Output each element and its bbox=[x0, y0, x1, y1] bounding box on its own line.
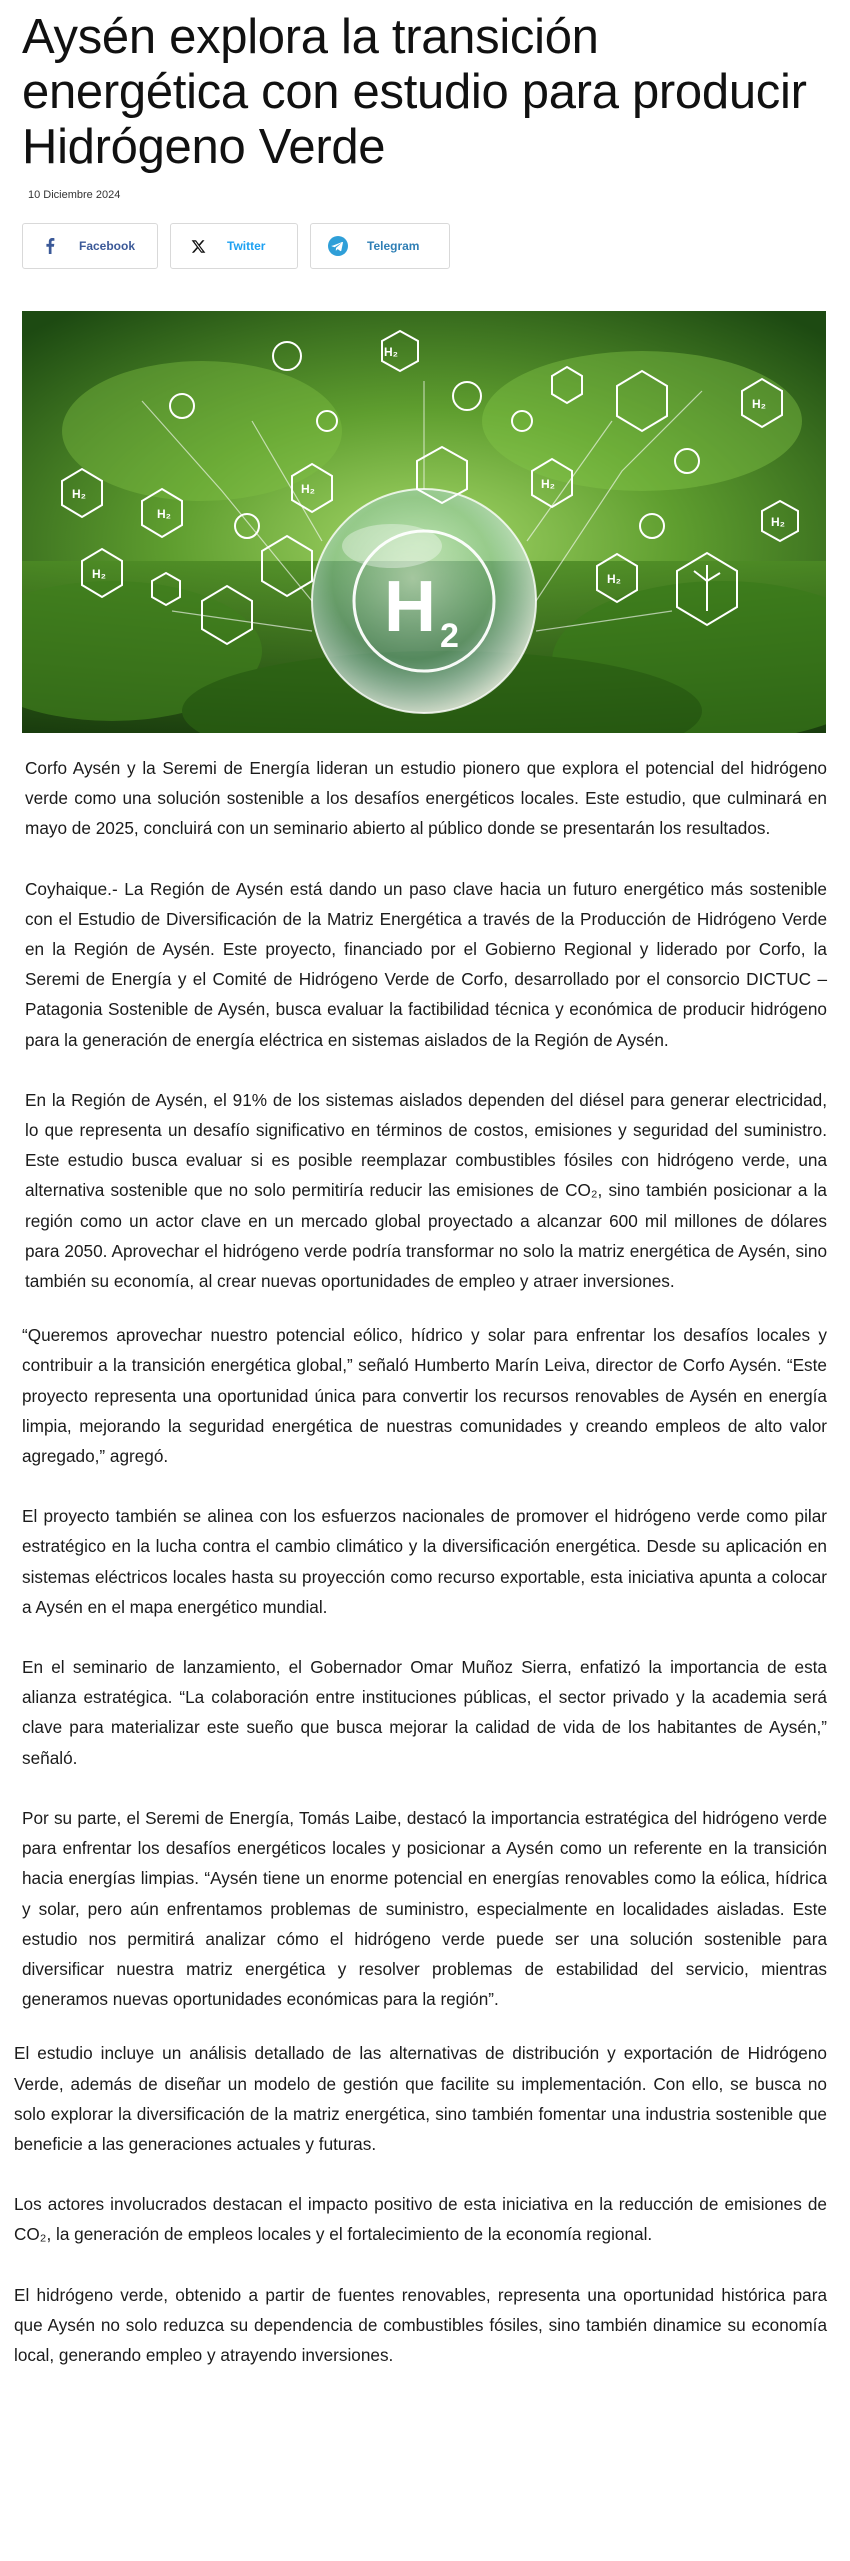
paragraph: En el seminario de lanzamiento, el Gobernador Omar Muñoz Sierra, enfatizó la importancia de esta alianza estratégica. “La colaboración entre instituciones públicas, el sector privado y la academia será clave para materializar este sueño que busca mejorar la calidad de vida de los habitantes de Aysén,” señaló. bbox=[22, 1657, 827, 1768]
paragraph-lead: Corfo Aysén y la Seremi de Energía lideran un estudio pionero que explora el potencial del hidrógeno verde como una solución sostenible a los desafíos energéticos locales. Este estudio, que culminará en mayo de 2025, concluirá con un seminario abierto al público donde se presentarán los resultados. bbox=[25, 758, 827, 839]
paragraph: Por su parte, el Seremi de Energía, Tomás Laibe, destacó la importancia estratégica del hidrógeno verde para enfrentar los desafíos energéticos locales y posicionar a Aysén como un referente en la transición hacia energías limpias. “Aysén tiene un enorme potencial en energías renovables como la eólica, hídrica y solar, pero aún enfrentamos problemas de suministro, especialmente en localidades aisladas. Este estudio nos permitirá analizar cómo el hidrógeno verde puede ser una solución sostenible para diversificar nuestra matriz energética y resolver problemas de estabilidad del servicio, mientras generamos nuevas oportunidades económicas para la región”. bbox=[22, 1807, 827, 2010]
h2-label: H₂ bbox=[752, 397, 766, 411]
h2-label: H₂ bbox=[301, 482, 315, 496]
facebook-share-button[interactable] bbox=[22, 223, 158, 269]
h2-label: H₂ bbox=[157, 507, 171, 521]
facebook-icon bbox=[39, 235, 61, 257]
h2-label: H₂ bbox=[541, 477, 555, 491]
paragraph: Los actores involucrados destacan el impacto positivo de esta iniciativa en la reducción de emisiones de CO₂, la generación de empleos locales y el fortalecimiento de la economía regional. bbox=[14, 2194, 827, 2245]
telegram-share-label: Telegram bbox=[367, 239, 420, 253]
h2-label: H₂ bbox=[607, 572, 621, 586]
hero-image bbox=[22, 311, 826, 733]
article-body bbox=[0, 753, 850, 2370]
paragraph: Coyhaique.- La Región de Aysén está dando un paso clave hacia un futuro energético más sostenible con el Estudio de Diversificación de la Matriz Energética a través de la Producción de Hidrógeno Verde en la Región de Aysén. Este proyecto, financiado por el Gobierno Regional y liderado por Corfo, la Seremi de Energía y el Comité de Hidrógeno Verde de Corfo, desarrollado por el consorcio DICTUC – Patagonia Sostenible de Aysén, busca evaluar la factibilidad técnica y económica de producir hidrógeno para la generación de energía eléctrica en sistemas aislados de la Región de Aysén. bbox=[25, 878, 827, 1050]
facebook-share-label: Facebook bbox=[79, 239, 136, 253]
h2-label: H₂ bbox=[771, 515, 785, 529]
article-date: 10 Diciembre 2024 bbox=[28, 189, 121, 201]
paragraph: El hidrógeno verde, obtenido a partir de fuentes renovables, representa una oportunidad histórica para que Aysén no solo reduzca su dependencia de combustibles fósiles, sino también dinamice su economía local, generando empleo y atrayendo inversiones. bbox=[14, 2284, 827, 2365]
h2-symbol: H bbox=[384, 567, 436, 647]
telegram-icon bbox=[327, 235, 349, 257]
paragraph: El proyecto también se alinea con los esfuerzos nacionales de promover el hidrógeno verde como pilar estratégico en la lucha contra el cambio climático y la diversificación energética. Desde su aplicación en sistemas eléctricos locales hasta su proyección como recurso exportable, esta iniciativa apunta a colocar a Aysén en el mapa energético mundial. bbox=[22, 1506, 827, 1617]
telegram-share-button[interactable] bbox=[310, 223, 450, 269]
paragraph: En la Región de Aysén, el 91% de los sistemas aislados dependen del diésel para generar electricidad, lo que representa un desafío significativo en términos de costos, emisiones y seguridad del suministro. Este estudio busca evaluar si es posible reemplazar combustibles fósiles con hidrógeno verde, una alternativa sostenible que no solo permitiría reducir las emisiones de CO₂, sino también posicionar a la región como un actor clave en un mercado global proyectado a alcanzar 600 mil millones de dólares para 2050. Aprovechar el hidrógeno verde podría transformar no solo la matriz energética de Aysén, sino también su economía, al crear nuevas oportunidades de empleo y atraer inversiones. bbox=[25, 1089, 827, 1292]
h2-label: H₂ bbox=[384, 345, 398, 359]
twitter-share-label: Twitter bbox=[227, 239, 266, 253]
h2-label: H₂ bbox=[72, 487, 86, 501]
share-bar bbox=[22, 223, 850, 269]
x-icon bbox=[187, 235, 209, 257]
article-title: Aysén explora la transición energética con estudio para producir Hidrógeno Verde bbox=[22, 10, 807, 174]
paragraph-quote: “Queremos aprovechar nuestro potencial eólico, hídrico y solar para enfrentar los desafíos locales y contribuir a la transición energética global,” señaló Humberto Marín Leiva, director de Corfo Aysén. “Este proyecto representa una oportunidad única para convertir los recursos renovables de Aysén en energía limpia, mejorando la seguridad energética de nuestras comunidades y creando empleos de alto valor agregado,” agregó. bbox=[22, 1325, 827, 1467]
twitter-share-button[interactable] bbox=[170, 223, 298, 269]
hydrogen-illustration bbox=[22, 311, 826, 733]
h2-label: H₂ bbox=[92, 567, 106, 581]
paragraph: El estudio incluye un análisis detallado de las alternativas de distribución y exportación de Hidrógeno Verde, además de diseñar un modelo de gestión que facilite su implementación. Con ello, se busca no solo explorar la diversificación de la matriz energética, sino también fomentar una industria sostenible que beneficie a las generaciones actuales y futuras. bbox=[14, 2043, 827, 2154]
h2-subscript: 2 bbox=[440, 617, 459, 655]
